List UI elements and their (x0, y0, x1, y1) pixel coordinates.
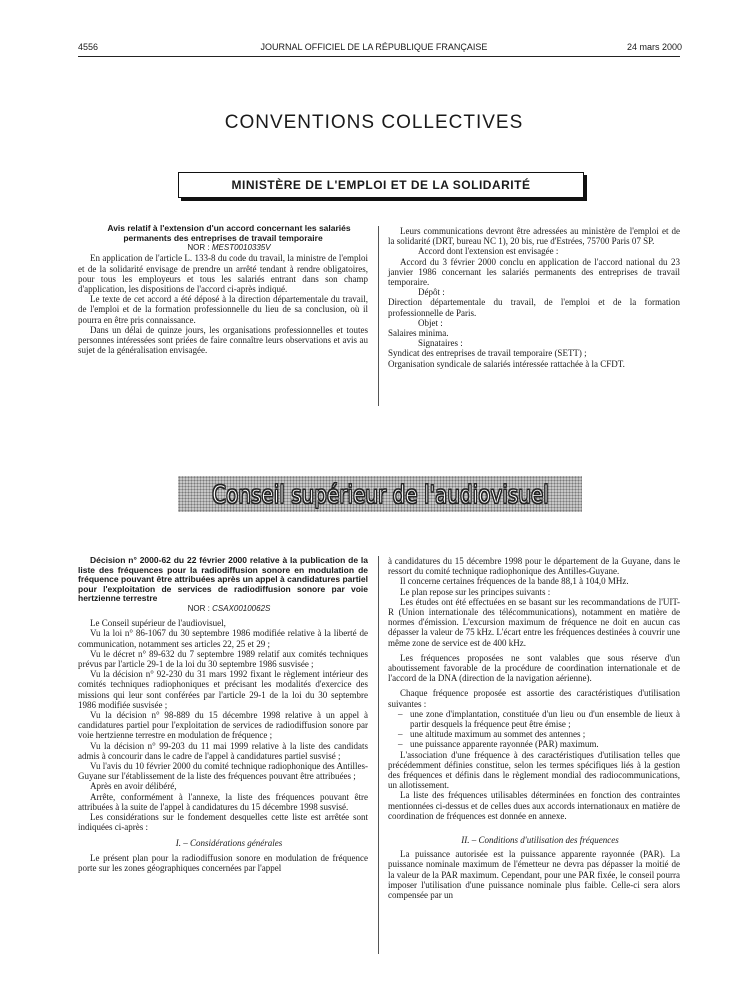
column-divider (378, 556, 379, 954)
avis-paragraph: Le texte de cet accord a été déposé à la direction départementale du travail, de l'emploi et de la formation professionnelle du lieu de sa conclusion, où il pourra en être pris connaissance. (78, 294, 368, 325)
decision-paragraph: Il concerne certaines fréquences de la bande 88,1 à 104,0 MHz. (400, 576, 629, 587)
list-item (388, 739, 680, 749)
decision-paragraph: Arrête, conformément à l'annexe, la liste des fréquences pouvant être attribuées à la suite de l'appel à candidatures du 15 décembre 1998 susvisé. (78, 791, 368, 812)
decision-paragraph: Vu la décision n° 99-203 du 11 mai 1999 relative à la liste des candidats admis à concourir dans le cadre de l'appel à candidatures partiel susvisé ; (78, 740, 368, 761)
list-dash: – (398, 739, 403, 750)
signataires-label: Signataires : (418, 338, 463, 349)
decision-paragraph: Le plan repose sur les principes suivants : (400, 586, 551, 597)
list-dash: – (398, 729, 403, 740)
objet-label: Objet : (418, 317, 443, 328)
issue-date: 24 mars 2000 (626, 42, 682, 52)
decision-nor (78, 604, 368, 614)
list-dash: – (398, 708, 403, 719)
list-item-text: une puissance apparente rayonnée (PAR) maximum. (410, 739, 599, 750)
decision-left-column (78, 556, 368, 873)
avis-right-column (388, 226, 680, 369)
avis-title: Avis relatif à l'extension d'un accord concernant les salariés permanents des entreprises de travail temporaire (107, 223, 351, 243)
decision-paragraph: Après en avoir délibéré, (90, 781, 177, 792)
decision-right-column (388, 556, 680, 900)
ministry-title: MINISTÈRE DE L'EMPLOI ET DE LA SOLIDARITÉ (231, 178, 531, 192)
accord-text: Accord du 3 février 2000 conclu en application de l'accord national du 23 janvier 1986 concernant les salariés permanents des entreprises de travail temporaire. (388, 256, 680, 288)
decision-paragraph: Chaque fréquence proposée est assortie des caractéristiques d'utilisation suivantes : (388, 688, 680, 709)
page-number: 4556 (78, 42, 99, 52)
decision-paragraph: Vu le décret n° 89-632 du 7 septembre 1989 relatif aux comités techniques prévus par l'article 29-1 de la loi du 30 septembre 1986 susvisée ; (78, 648, 368, 669)
subheading-conditions: II. – Conditions d'utilisation des fréquences (461, 835, 619, 846)
objet-text: Salaires minima. (388, 328, 449, 339)
list-item-text: une zone d'implantation, constituée d'un lieu ou d'un ensemble de lieux à partir desquels la fréquence peut être émise ; (410, 708, 680, 730)
depot-text: Direction départementale du travail, de l'emploi et de la formation professionnelle de Paris. (388, 297, 680, 318)
column-divider (378, 226, 379, 406)
decision-paragraph: Vu la loi n° 86-1067 du 30 septembre 1986 modifiée relative à la liberté de communication, notamment ses articles 22, 25 et 29 ; (78, 628, 368, 649)
header-rule (78, 56, 680, 57)
decision-paragraph: Vu la décision n° 98-889 du 15 décembre 1998 relative à un appel à candidatures partiel pour l'exploitation de services de radiodiffusion sonore par voie hertzienne terrestre en modulation de fréquence ; (78, 710, 368, 741)
subheading-considerations: I. – Considérations générales (175, 838, 283, 849)
decision-paragraph: La liste des fréquences utilisables déterminées en fonction des contraintes mentionnées ci-dessus et de celles dues aux accords internationaux en matière de coordination de fréquences est donnée en annexe. (388, 790, 680, 821)
decision-title: Décision n° 2000-62 du 22 février 2000 relative à la publication de la liste des fréquences pour la radiodiffusion sonore en modulation de fréquence pouvant être attribuées après un appel à candidatures partiel pour l'exploitation de services de radiodiffusion sonore par voie hertzienne terrestre (78, 555, 368, 604)
journal-title: JOURNAL OFFICIEL DE LA RÉPUBLIQUE FRANÇAISE (260, 42, 488, 52)
decision-paragraph: à candidatures du 15 décembre 1998 pour le département de la Guyane, dans le ressort du comité technique radiophonique des Antilles-Guyane. (388, 556, 680, 577)
decision-paragraph: Vu la décision n° 92-230 du 31 mars 1992 fixant le règlement intérieur des comités techniques radiophoniques et précisant les modalités d'exercice des missions qui leur sont conférées par l'article 29-1 de la loi du 30 septembre 1986 modifiée susvisée ; (78, 669, 368, 710)
decision-paragraph: Le présent plan pour la radiodiffusion sonore en modulation de fréquence porte sur les zones géographiques concernées par l'appel (78, 852, 368, 873)
avis-communications: Leurs communications devront être adressées au ministère de l'emploi et de la solidarité (DRT, bureau NC 1), 20 bis, rue d'Estrées, 75700 Paris 07 SP. (388, 226, 680, 247)
decision-paragraph: La puissance autorisée est la puissance apparente rayonnée (PAR). La puissance nominale maximum de l'émetteur ne devra pas dépasser la moitié de la valeur de la PAR maximum. Cependant, pour une PAR fixée, le conseil pourra imposer l'utilisation d'une puissance nominale plus faible. Celle-ci sera alors compensée par un (388, 849, 680, 901)
avis-paragraph: Dans un délai de quinze jours, les organisations professionnelles et toutes personnes intéressées sont priées de faire connaître leurs observations et avis au sujet de la généralisation envisagée. (78, 324, 368, 356)
avis-nor-code: MEST0010335V (211, 243, 271, 253)
signataire-item: Syndicat des entreprises de travail temporaire (SETT) ; (388, 348, 587, 359)
section-title: CONVENTIONS COLLECTIVES (224, 112, 524, 133)
csa-banner-title: Conseil supérieur de l'audiovisuel (211, 479, 549, 509)
decision-paragraph: Les considérations sur le fondement desquelles cette liste est arrêtée sont indiquées ci-après : (78, 812, 368, 833)
list-item (388, 729, 680, 739)
accord-label: Accord dont l'extension est envisagée : (418, 246, 559, 257)
decision-nor-code: CSAX0010062S (212, 603, 271, 613)
signataire-item: Organisation syndicale de salariés intéressée rattachée à la CFDT. (388, 358, 625, 369)
csa-banner (178, 476, 582, 512)
list-item-text: une altitude maximum au sommet des antennes ; (410, 729, 586, 740)
avis-nor (78, 243, 368, 253)
decision-paragraph: Les fréquences proposées ne sont valables que sous réserve d'un aboutissement favorable de la procédure de coordination internationale et de l'accord de la DNA (direction de la navigation aérienne). (388, 652, 680, 684)
decision-paragraph: Vu l'avis du 10 février 2000 du comité technique radiophonique des Antilles-Guyane sur l'établissement de la liste des fréquences pouvant être attribuées ; (78, 761, 368, 782)
decision-paragraph: Les études ont été effectuées en se basant sur les recommandations de l'UIT-R (Union internationale des télécommunications), notamment en matière de normes d'émission. L'excursion maximum de fréquence ne doit en aucun cas dépasser la valeur de 75 kHz. L'écart entre les fréquences destinées à couvrir une même zone de service est de 400 kHz. (388, 596, 680, 648)
ministry-box (178, 172, 584, 198)
decision-paragraph: Le Conseil supérieur de l'audiovisuel, (90, 618, 226, 629)
decision-paragraph: L'association d'une fréquence à des caractéristiques d'utilisation telles que précédemment définies constitue, selon les termes spécifiques liés à la gestion des fréquences et définis dans le règlement mondial des radiocommunications, un allotissement. (388, 749, 680, 791)
list-item (388, 709, 680, 729)
avis-nor-label: NOR : (187, 243, 210, 253)
depot-label: Dépôt : (418, 287, 445, 298)
avis-paragraph: En application de l'article L. 133-8 du code du travail, la ministre de l'emploi et de la solidarité envisage de prendre un arrêté tendant à rendre obligatoires, pour tous les employeurs et tous les salariés entrant dans son champ d'application, les dispositions de l'accord ci-après indiqué. (78, 253, 368, 294)
avis-left-column (78, 224, 368, 355)
decision-nor-label: NOR : (187, 603, 210, 613)
